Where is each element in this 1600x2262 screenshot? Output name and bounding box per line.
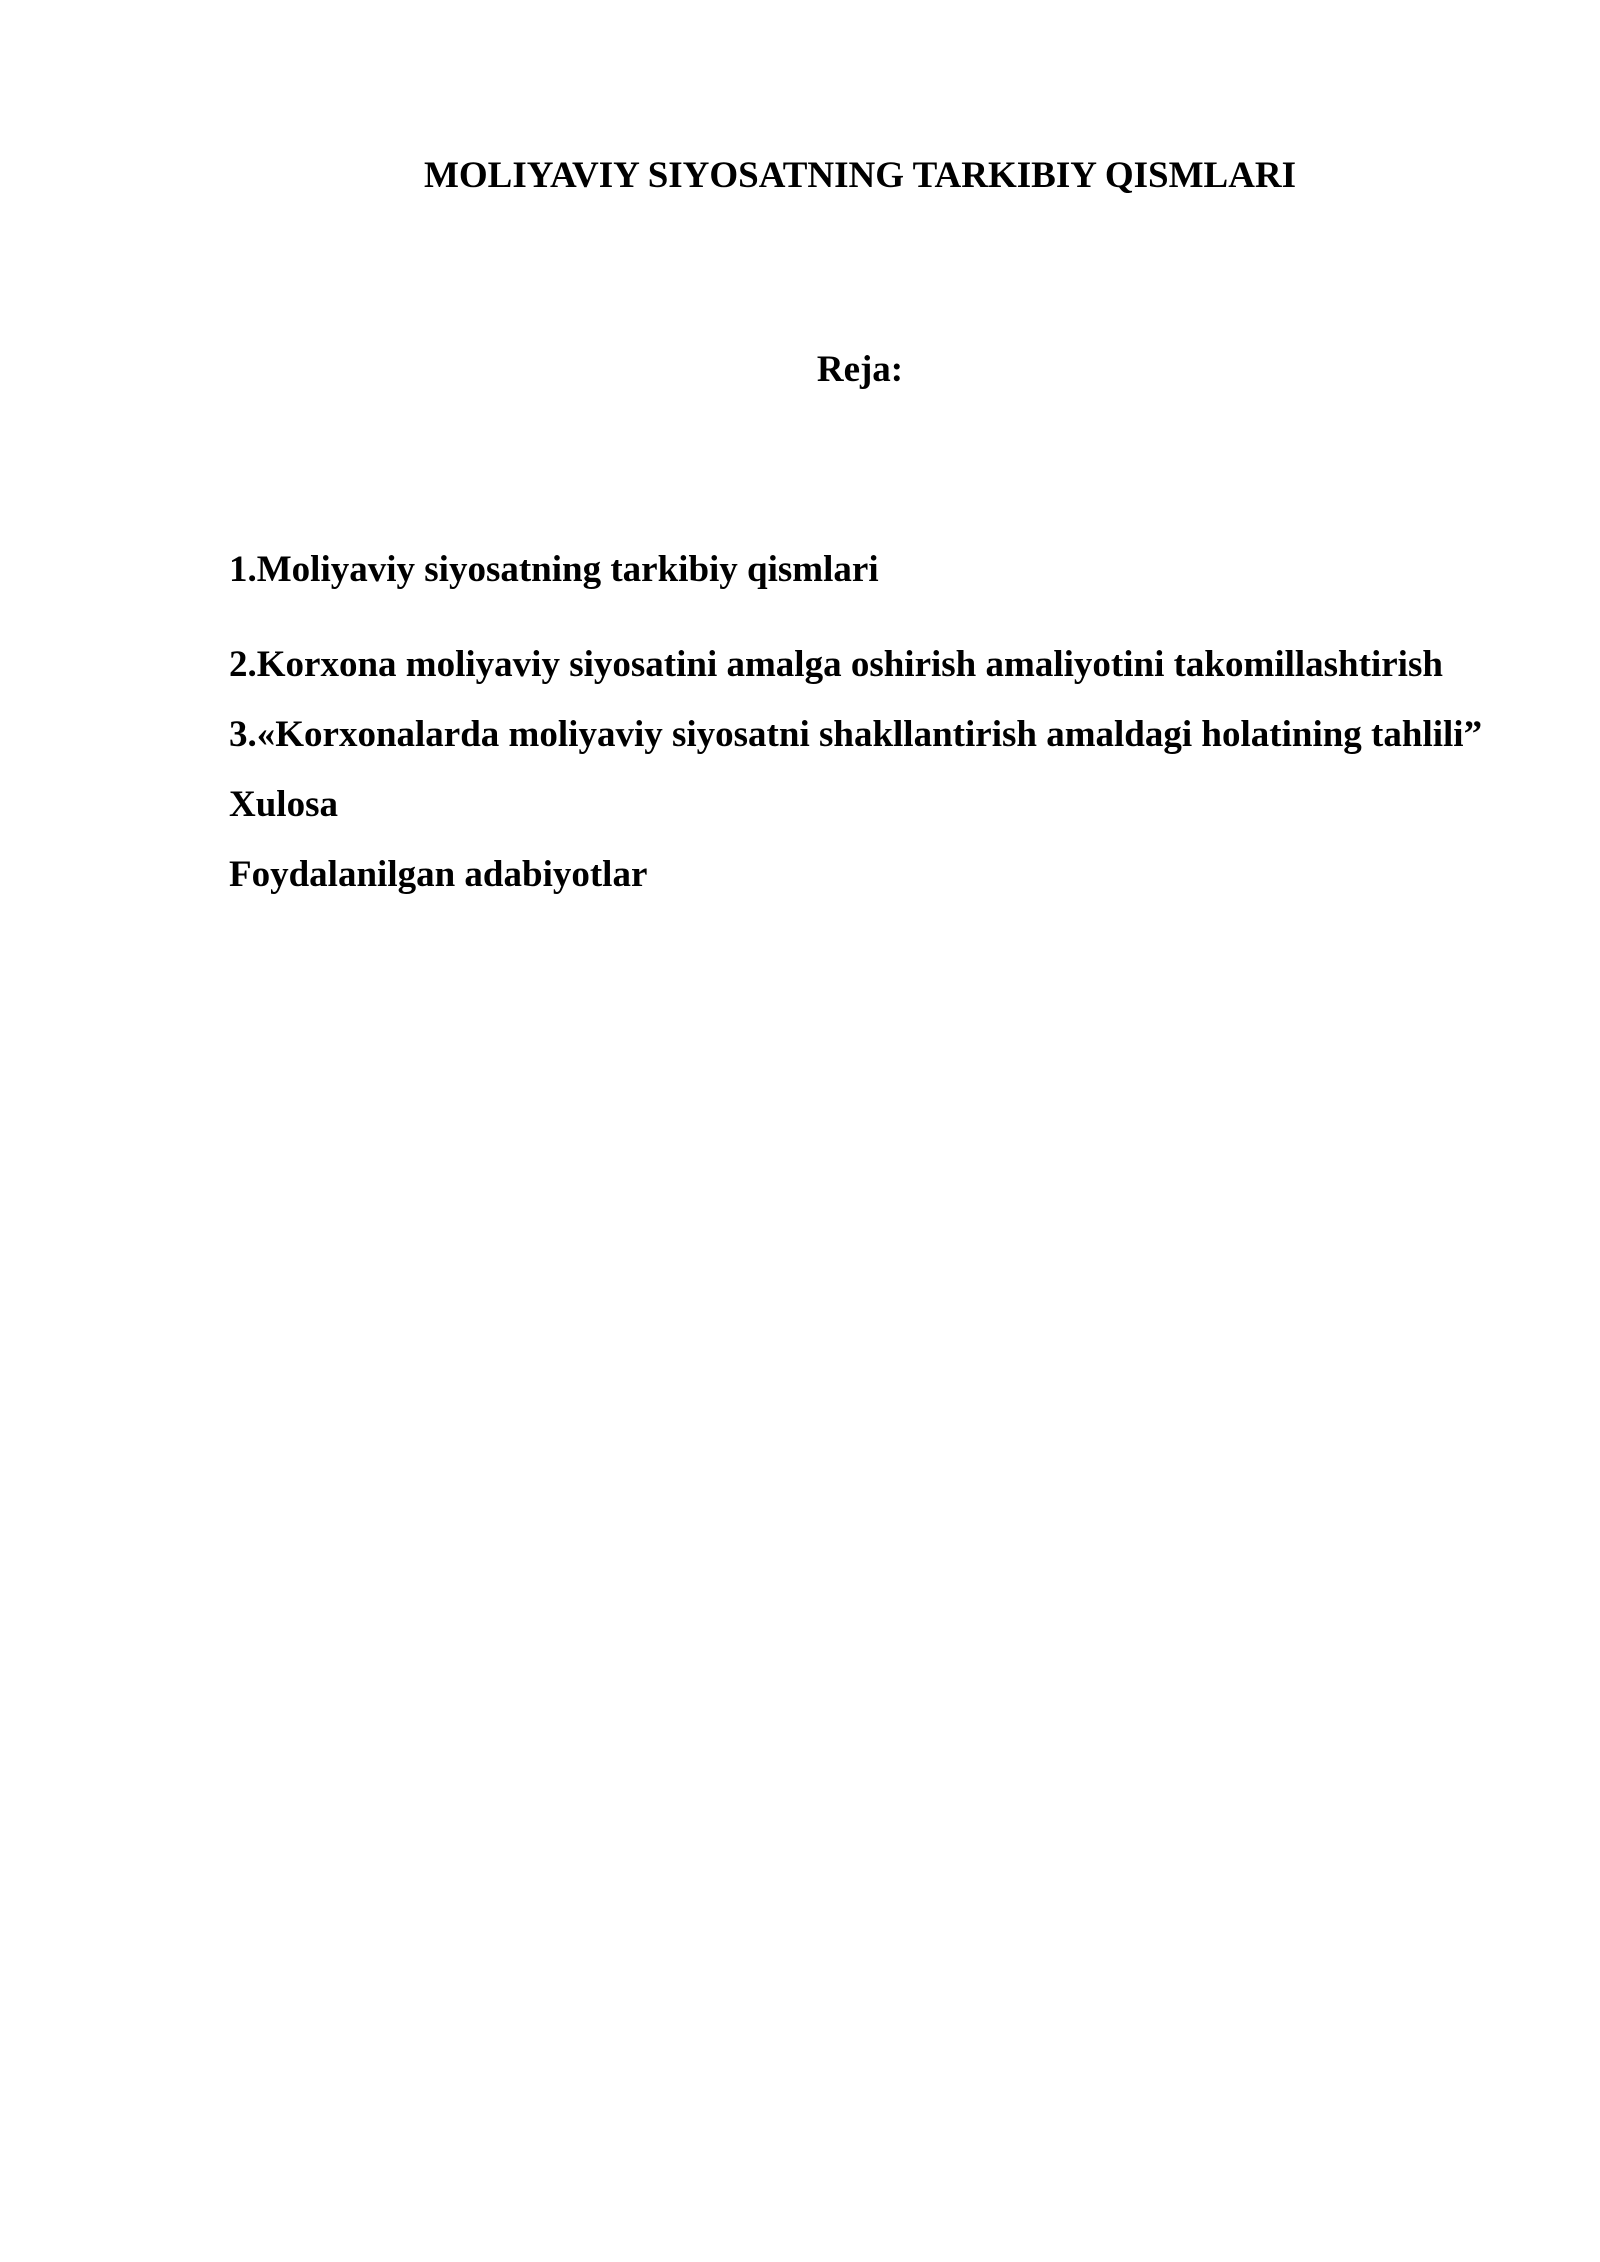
plan-list <box>229 535 1529 910</box>
document-title: MOLIYAVIY SIYOSATNING TARKIBIY QISMLARI <box>423 155 1297 196</box>
plan-item-conclusion: Xulosa <box>229 784 338 825</box>
plan-item-2: 2.Korxona moliyaviy siyosatini amalga oshirish amaliyotini takomillashtirish <box>229 644 1443 685</box>
plan-item-1: 1.Moliyaviy siyosatning tarkibiy qismlari <box>229 549 879 590</box>
plan-item-references: Foydalanilgan adabiyotlar <box>229 854 648 895</box>
plan-item-3: 3.«Korxonalarda moliyaviy siyosatni shakllantirish amaldagi holatining tahlili” <box>229 714 1483 755</box>
plan-heading: Reja: <box>816 349 904 390</box>
